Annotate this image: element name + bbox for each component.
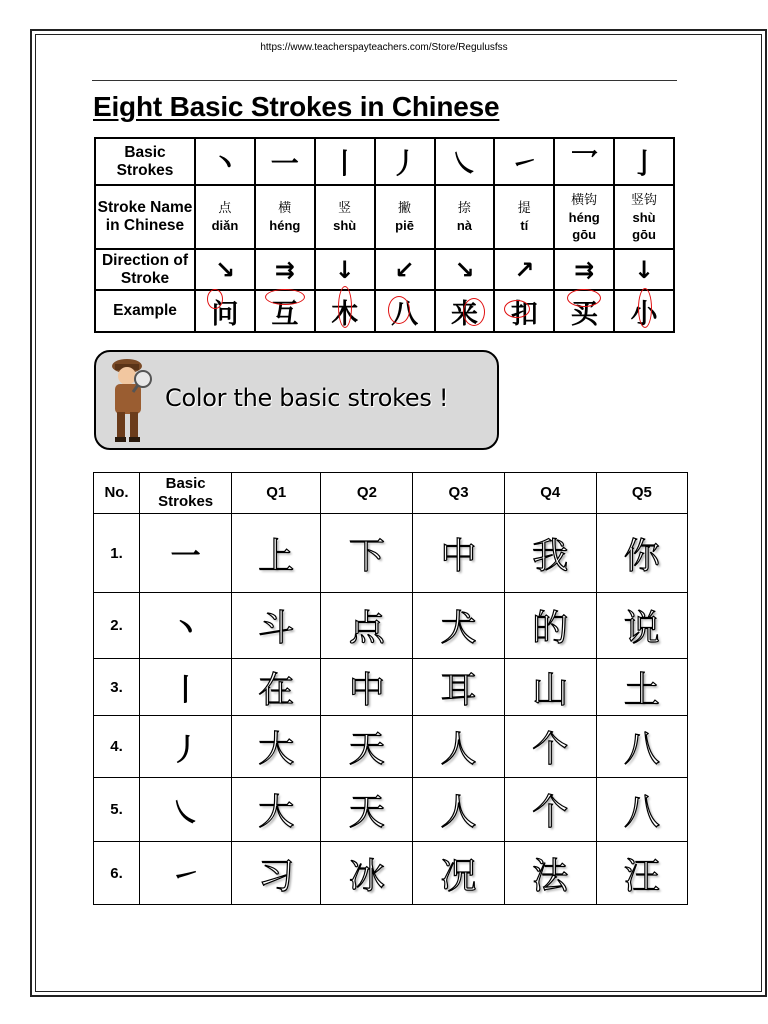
row-number: 3. <box>94 659 140 716</box>
character-cell[interactable] <box>321 593 413 659</box>
column-header: Q5 <box>596 473 687 514</box>
direction-arrow-icon: ⇉ <box>574 255 595 284</box>
stroke-pinyin: tí <box>520 218 529 233</box>
character-cell[interactable] <box>413 842 504 905</box>
character-outline[interactable]: 个 <box>532 729 569 770</box>
example-cell <box>435 290 495 332</box>
example-cell <box>614 290 674 332</box>
stroke-name-cn: 撇 <box>398 201 412 216</box>
stroke-cell <box>315 138 375 185</box>
example-cell <box>315 290 375 332</box>
name-cell <box>315 185 375 249</box>
direction-arrow-icon: ⇉ <box>274 255 295 284</box>
row-header: Example <box>95 290 195 332</box>
character-cell[interactable] <box>321 716 413 778</box>
stroke-cell <box>375 138 435 185</box>
stroke-name-cn: 横钩 <box>571 192 598 208</box>
direction-cell <box>435 249 495 290</box>
name-cell <box>554 185 614 249</box>
character-cell[interactable] <box>413 514 504 593</box>
example-char <box>571 292 598 331</box>
direction-cell <box>315 249 375 290</box>
character-cell[interactable] <box>232 778 321 842</box>
practice-row <box>94 593 688 659</box>
stroke-pinyin: héng <box>568 209 600 225</box>
character-outline[interactable]: 法 <box>532 855 569 897</box>
red-circle-mark <box>265 289 305 305</box>
character-text: 大 <box>258 792 295 833</box>
character-outline[interactable]: 说 <box>623 608 660 649</box>
basic-stroke-cell <box>140 514 232 593</box>
name-cell <box>195 185 255 249</box>
basic-stroke-glyph: 一 <box>170 539 201 574</box>
red-circle-mark <box>338 286 352 328</box>
character-cell[interactable] <box>596 593 687 659</box>
example-char-text: 八 <box>391 298 419 330</box>
name-cell <box>435 185 495 249</box>
basic-strokes-row <box>95 138 674 185</box>
example-char <box>511 292 538 331</box>
example-char-text: 问 <box>211 298 239 330</box>
character-cell[interactable] <box>504 778 596 842</box>
stroke-glyph: 丨 <box>330 146 359 180</box>
stroke-pinyin: gōu <box>572 226 597 242</box>
stroke-glyph: 乛 <box>570 146 599 180</box>
basic-stroke-glyph: ㇀ <box>170 859 201 894</box>
name-cell <box>614 185 674 249</box>
stroke-glyph: 丿 <box>390 146 419 180</box>
character-cell[interactable] <box>504 842 596 905</box>
direction-cell <box>554 249 614 290</box>
basic-stroke-cell <box>140 659 232 716</box>
stroke-name-cn: 竖 <box>338 201 352 216</box>
character-outline[interactable]: 中 <box>348 669 385 711</box>
practice-row <box>94 514 688 593</box>
row-number: 2. <box>94 593 140 659</box>
basic-stroke-cell <box>140 593 232 659</box>
character-outline[interactable]: 下 <box>348 535 385 577</box>
stroke-name-cn: 提 <box>517 201 531 216</box>
character-cell[interactable] <box>413 716 504 778</box>
name-cell <box>375 185 435 249</box>
character-outline[interactable] <box>258 721 294 772</box>
character-outline[interactable]: 山 <box>532 669 569 711</box>
character-outline[interactable]: 况 <box>440 855 477 897</box>
practice-table <box>93 472 688 905</box>
character-cell[interactable] <box>413 593 504 659</box>
character-cell[interactable] <box>321 778 413 842</box>
header-rule <box>92 80 677 81</box>
character-cell[interactable] <box>321 514 413 593</box>
row-number: 1. <box>94 514 140 593</box>
row-header: Direction of Stroke <box>95 249 195 290</box>
stroke-cell <box>195 138 255 185</box>
stroke-glyph: ㇀ <box>510 146 539 180</box>
stroke-name-row <box>95 185 674 249</box>
detective-icon <box>105 354 157 444</box>
row-number: 6. <box>94 842 140 905</box>
example-cell <box>494 290 554 332</box>
column-header: Q3 <box>413 473 504 514</box>
example-cell <box>554 290 614 332</box>
stroke-name-cn: 横 <box>278 201 292 216</box>
example-char-text: 小 <box>630 298 658 330</box>
stroke-glyph: 一 <box>270 146 299 180</box>
stroke-glyph: 亅 <box>630 146 659 180</box>
stroke-pinyin: diǎn <box>211 218 239 233</box>
character-outline[interactable]: 汪 <box>623 855 660 897</box>
character-outline[interactable]: 你 <box>623 535 660 577</box>
character-outline[interactable]: 耳 <box>440 669 477 711</box>
stroke-glyph: 丶 <box>210 146 239 180</box>
character-text: 大 <box>258 729 295 770</box>
direction-arrow-icon: ↘ <box>214 255 235 284</box>
basic-stroke-cell <box>140 778 232 842</box>
source-url[interactable]: https://www.teacherspayteachers.com/Store/Regulusfss <box>260 42 508 53</box>
character-outline[interactable]: 的 <box>532 608 569 649</box>
example-cell <box>255 290 315 332</box>
character-outline[interactable]: 天 <box>348 792 385 833</box>
character-cell[interactable] <box>232 514 321 593</box>
example-char-text: 互 <box>271 298 299 330</box>
stroke-cell <box>554 138 614 185</box>
stroke-cell <box>614 138 674 185</box>
character-cell[interactable] <box>596 842 687 905</box>
character-text: 上 <box>258 535 295 577</box>
character-outline[interactable]: 人 <box>440 792 477 833</box>
direction-row <box>95 249 674 290</box>
red-circle-mark <box>388 296 410 324</box>
practice-row <box>94 778 688 842</box>
basic-stroke-cell <box>140 842 232 905</box>
red-circle-mark <box>463 298 485 326</box>
example-char-text: 来 <box>450 298 478 330</box>
name-cell <box>255 185 315 249</box>
row-header: Stroke Name in Chinese <box>95 185 195 249</box>
character-outline[interactable]: 天 <box>348 729 385 770</box>
column-header: Q4 <box>504 473 596 514</box>
practice-row <box>94 716 688 778</box>
example-row <box>95 290 674 332</box>
column-header: No. <box>94 473 140 514</box>
direction-cell <box>255 249 315 290</box>
stroke-cell <box>255 138 315 185</box>
example-cell <box>195 290 255 332</box>
example-char <box>631 292 658 331</box>
example-char <box>331 292 358 331</box>
stroke-name-cn: 捺 <box>457 201 471 216</box>
stroke-pinyin: nà <box>456 218 473 233</box>
character-text: 习 <box>258 855 295 897</box>
character-cell[interactable] <box>596 778 687 842</box>
stroke-pinyin: shù <box>333 218 357 233</box>
character-cell[interactable] <box>596 514 687 593</box>
direction-cell <box>494 249 554 290</box>
callout-text: Color the basic strokes ! <box>165 384 449 412</box>
example-char-text: 木 <box>331 298 359 330</box>
character-cell[interactable] <box>232 842 321 905</box>
example-cell <box>375 290 435 332</box>
column-header: Q1 <box>232 473 321 514</box>
basic-stroke-glyph: 丨 <box>170 673 201 708</box>
character-cell[interactable] <box>321 842 413 905</box>
row-header: Basic Strokes <box>95 138 195 185</box>
character-outline[interactable] <box>258 784 294 835</box>
character-outline[interactable]: 中 <box>440 535 477 577</box>
direction-cell <box>375 249 435 290</box>
practice-header-row <box>94 473 688 514</box>
column-header: Basic Strokes <box>140 473 232 514</box>
character-outline[interactable]: 犬 <box>440 608 477 649</box>
character-text: 在 <box>258 669 295 711</box>
character-outline[interactable] <box>258 662 294 713</box>
page-title: Eight Basic Strokes in Chinese <box>93 91 500 122</box>
example-char <box>391 292 418 331</box>
character-outline[interactable]: 八 <box>623 729 660 770</box>
red-circle-mark <box>567 289 601 307</box>
direction-arrow-icon: ↙ <box>394 255 415 284</box>
character-cell[interactable] <box>232 659 321 716</box>
direction-arrow-icon: ↓ <box>634 255 655 284</box>
stroke-pinyin: gōu <box>632 226 656 242</box>
example-char <box>451 292 478 331</box>
character-outline[interactable] <box>258 848 294 899</box>
stroke-cell <box>494 138 554 185</box>
direction-cell <box>195 249 255 290</box>
stroke-cell <box>435 138 495 185</box>
character-cell[interactable] <box>504 716 596 778</box>
red-circle-mark <box>504 300 530 318</box>
character-cell[interactable] <box>232 593 321 659</box>
example-char-text: 扣 <box>510 298 538 330</box>
character-cell[interactable] <box>504 659 596 716</box>
stroke-pinyin: piē <box>395 218 414 233</box>
red-circle-mark <box>638 288 652 328</box>
example-char-text: 买 <box>570 298 598 330</box>
row-number: 5. <box>94 778 140 842</box>
stroke-glyph: ㇏ <box>450 146 479 180</box>
character-cell[interactable] <box>413 659 504 716</box>
character-cell[interactable] <box>321 659 413 716</box>
stroke-reference-table <box>94 137 675 333</box>
basic-stroke-glyph: 丶 <box>170 611 201 647</box>
character-outline[interactable]: 点 <box>348 608 385 649</box>
direction-arrow-icon: ↗ <box>514 255 535 284</box>
character-outline[interactable]: 我 <box>532 535 569 577</box>
basic-stroke-glyph: ㇏ <box>170 795 201 831</box>
character-cell[interactable] <box>596 716 687 778</box>
character-outline[interactable]: 人 <box>440 729 477 770</box>
character-outline[interactable] <box>258 600 294 651</box>
basic-stroke-glyph: 丿 <box>170 732 201 768</box>
character-outline[interactable]: 八 <box>623 792 660 833</box>
character-outline[interactable]: 冰 <box>348 855 385 897</box>
column-header: Q2 <box>321 473 413 514</box>
character-cell[interactable] <box>504 514 596 593</box>
direction-arrow-icon: ↓ <box>334 255 355 284</box>
character-text: 斗 <box>258 608 295 649</box>
character-cell[interactable] <box>413 778 504 842</box>
stroke-pinyin: shù <box>632 209 656 225</box>
character-outline[interactable] <box>258 528 294 579</box>
character-cell[interactable] <box>232 716 321 778</box>
character-cell[interactable] <box>504 593 596 659</box>
row-number: 4. <box>94 716 140 778</box>
direction-cell <box>614 249 674 290</box>
character-outline[interactable]: 土 <box>623 669 660 711</box>
basic-stroke-cell <box>140 716 232 778</box>
example-char <box>211 292 238 331</box>
practice-row <box>94 659 688 716</box>
character-outline[interactable]: 个 <box>532 792 569 833</box>
direction-arrow-icon: ↘ <box>454 255 475 284</box>
character-cell[interactable] <box>596 659 687 716</box>
practice-row <box>94 842 688 905</box>
red-circle-mark <box>207 289 223 309</box>
name-cell <box>494 185 554 249</box>
stroke-pinyin: héng <box>269 218 301 233</box>
example-char <box>271 292 298 331</box>
stroke-name-cn: 点 <box>218 201 232 216</box>
stroke-name-cn: 竖钩 <box>631 192 658 208</box>
